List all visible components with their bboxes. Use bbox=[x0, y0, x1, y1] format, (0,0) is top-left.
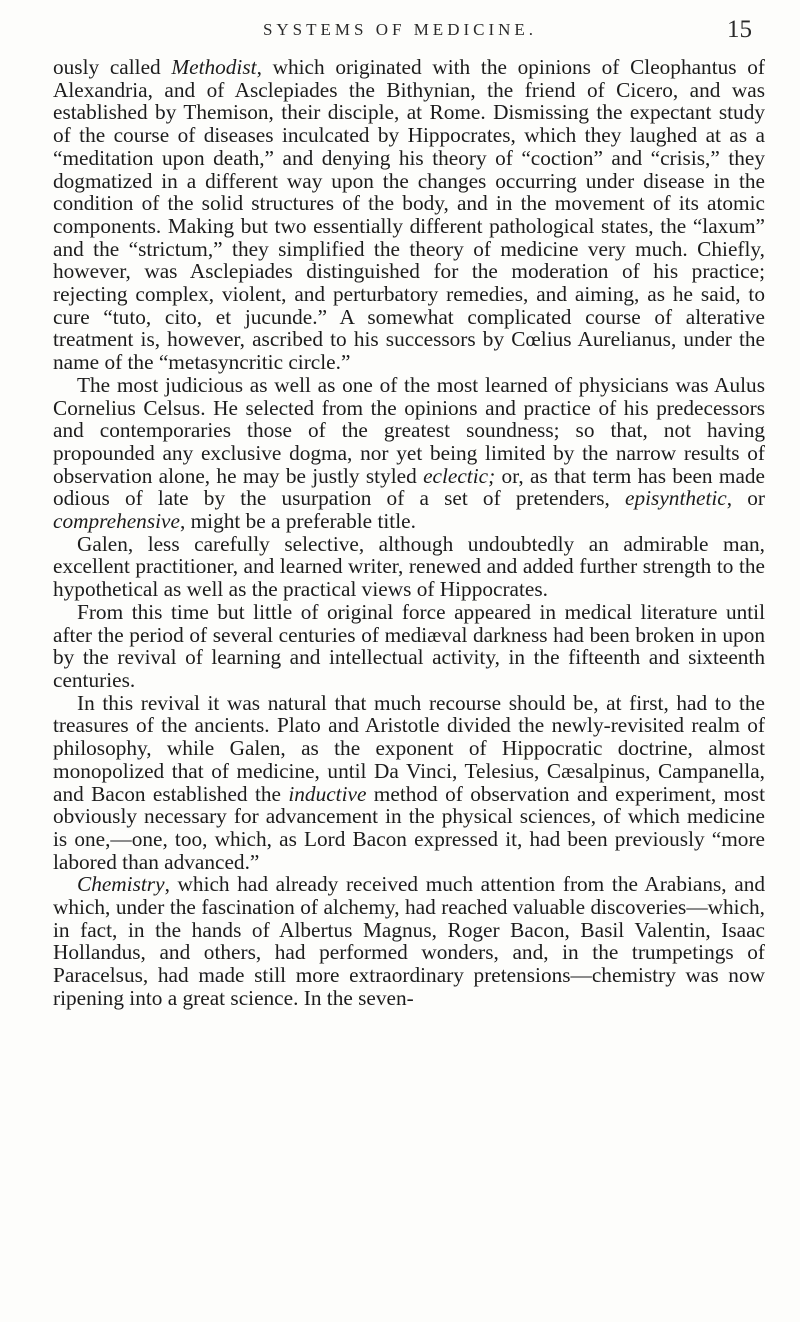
italic-run: inductive bbox=[288, 781, 367, 806]
page-number: 15 bbox=[727, 16, 752, 43]
text-run: The most judicious as well as one of the most learned of physicians was Aulus Cornelius Celsus. He selected from the opinions and practice of his predecessors and contemporaries those of the greatest soundness; so that, not having propounded any exclusive dogma, nor yet being limited by the narrow results of observation alone, he may be justly styled bbox=[53, 372, 765, 488]
paragraph bbox=[53, 56, 765, 374]
italic-run: Chemistry bbox=[77, 872, 165, 897]
body-text bbox=[53, 56, 765, 1010]
text-run: method of observation and experiment, most obviously necessary for advancement in the physical sciences, of which medicine is one,—one, too, which, as Lord Bacon expressed it, had been previously “more labored than advanced.” bbox=[53, 781, 766, 874]
text-run: ously called bbox=[53, 55, 172, 79]
text-run: , which originated with the opinions of Cleophantus of Alexandria, and of Asclepiades the Bithynian, the friend of Cicero, and was established by Themison, their disciple, at Rome. Dismissing the expectant study of the course of diseases inculcated by Hippocrates, which they laughed at as a “meditation upon death,” and denying his theory of “coction” and “crisis,” they dogmatized in a different way upon the changes occurring under disease in the condition of the solid structures of the body, and in the movement of its atomic components. Making but two essentially different pathological states, the “laxum” and the “strictum,” they simplified the theory of medicine very much. Chiefly, however, was Asclepiades distinguished for the moderation of his practice; rejecting complex, violent, and perturbatory remedies, and aiming, as he said, to cure “tuto, cito, et jucunde.” A somewhat complicated course of alterative treatment is, however, ascribed to his successors by Cœlius Aurelianus, under the name of the “metasyncritic circle.” bbox=[53, 55, 765, 375]
italic-run: episynthetic bbox=[625, 486, 727, 511]
running-title: SYSTEMS OF MEDICINE. bbox=[262, 20, 538, 39]
text-run: , might be a preferable title. bbox=[179, 509, 416, 534]
text-run: From this time but little of original force appeared in medical literature until after the period of several centuries of mediæval darkness had been broken in upon by the revival of learning and intellectual activity, in the fifteenth and sixteenth centuries. bbox=[53, 599, 765, 692]
italic-run: comprehensive bbox=[53, 509, 180, 534]
paragraph bbox=[53, 873, 765, 1009]
text-run: , which had already received much attention from the Arabians, and which, under the fascination of alchemy, had reached valuable discoveries—which, in fact, in the hands of Albertus Magnus, Roger Bacon, Basil Valentin, Isaac Hollandus, and others, had performed wonders, and, in the trumpetings of Paracelsus, had made still more extraordinary pretensions—chemistry was now ripening into a great science. In the seven- bbox=[53, 872, 765, 1010]
italic-run: eclectic; bbox=[423, 463, 496, 488]
paragraph bbox=[53, 374, 765, 533]
text-run: , or bbox=[726, 486, 765, 511]
paragraph bbox=[53, 601, 765, 692]
text-run: Galen, less carefully selective, although undoubtedly an admirable man, excellent practitioner, and learned writer, renewed and added further strength to the hypothetical as well as the practical views of Hippocrates. bbox=[53, 531, 765, 602]
paragraph bbox=[53, 692, 765, 874]
text-run: or, as that term has been made odious of late by the usurpation of a set of pretenders, bbox=[53, 463, 765, 511]
italic-run: Methodist bbox=[171, 55, 257, 79]
running-head bbox=[0, 16, 800, 50]
text-run: In this revival it was natural that much recourse should be, at first, had to the treasures of the ancients. Plato and Aristotle divided the newly-revisited realm of philosophy, while Galen, as the exponent of Hippocratic doctrine, almost monopolized that of medicine, until Da Vinci, Telesius, Cæsalpinus, Campanella, and Bacon established the bbox=[53, 690, 765, 806]
paragraph bbox=[53, 533, 765, 601]
